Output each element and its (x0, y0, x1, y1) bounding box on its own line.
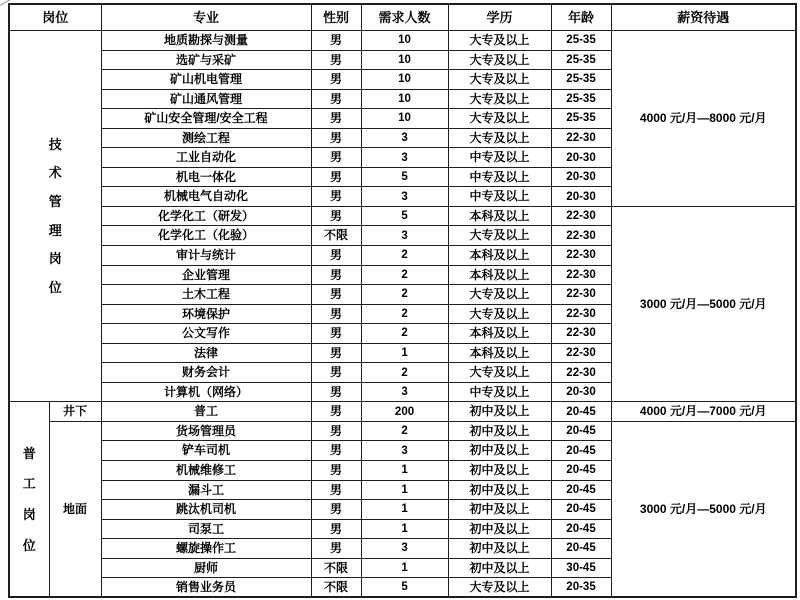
cell-count: 1 (361, 500, 448, 520)
cell-count: 5 (361, 167, 448, 187)
cell-count: 3 (361, 382, 448, 402)
cell-count: 2 (361, 265, 448, 285)
cell-age: 30-45 (551, 558, 611, 578)
cell-education: 大专及以上 (448, 50, 551, 70)
cell-age: 22-30 (551, 246, 611, 266)
position-group-cell (9, 31, 101, 402)
cell-count: 10 (361, 109, 448, 129)
cell-major: 矿山通风管理 (101, 89, 311, 109)
cell-education: 大专及以上 (448, 128, 551, 148)
cell-education: 本科及以上 (448, 246, 551, 266)
cell-gender: 男 (311, 206, 361, 226)
cell-education: 初中及以上 (448, 558, 551, 578)
cell-education: 本科及以上 (448, 206, 551, 226)
cell-age: 22-30 (551, 226, 611, 246)
cell-education: 大专及以上 (448, 89, 551, 109)
cell-major: 厨师 (101, 558, 311, 578)
cell-age: 25-35 (551, 70, 611, 90)
header-count: 需求人数 (361, 4, 448, 31)
cell-gender: 男 (311, 109, 361, 129)
cell-gender: 男 (311, 500, 361, 520)
cell-count: 2 (361, 324, 448, 344)
position-group-label (10, 447, 49, 553)
cell-count: 2 (361, 363, 448, 383)
cell-age: 25-35 (551, 89, 611, 109)
header-row (9, 4, 796, 31)
cell-count: 2 (361, 246, 448, 266)
cell-education: 初中及以上 (448, 421, 551, 441)
cell-age: 25-35 (551, 31, 611, 51)
cell-education: 初中及以上 (448, 500, 551, 520)
cell-age: 25-35 (551, 50, 611, 70)
position-char: 技 (48, 136, 62, 152)
header-education: 学历 (448, 4, 551, 31)
cell-major: 企业管理 (101, 265, 311, 285)
cell-gender: 男 (311, 519, 361, 539)
cell-count: 3 (361, 187, 448, 207)
cell-gender: 男 (311, 539, 361, 559)
cell-gender: 不限 (311, 226, 361, 246)
cell-education: 大专及以上 (448, 304, 551, 324)
cell-gender: 男 (311, 265, 361, 285)
cell-salary: 4000 元/月—8000 元/月 (611, 31, 796, 207)
cell-age: 22-30 (551, 363, 611, 383)
position-char: 位 (22, 537, 36, 553)
cell-age: 20-30 (551, 187, 611, 207)
cell-gender: 男 (311, 343, 361, 363)
cell-education: 大专及以上 (448, 363, 551, 383)
header-salary: 薪资待遇 (611, 4, 796, 31)
header-major: 专业 (101, 4, 311, 31)
cell-age: 22-30 (551, 206, 611, 226)
cell-education: 本科及以上 (448, 324, 551, 344)
cell-gender: 男 (311, 246, 361, 266)
cell-age: 20-45 (551, 402, 611, 422)
cell-age: 20-30 (551, 167, 611, 187)
cell-major: 化学化工（研发） (101, 206, 311, 226)
cell-education: 本科及以上 (448, 343, 551, 363)
cell-major: 跳汰机司机 (101, 500, 311, 520)
cell-age: 22-30 (551, 285, 611, 305)
cell-major: 销售业务员 (101, 578, 311, 598)
cell-gender: 男 (311, 31, 361, 51)
position-char: 普 (22, 445, 36, 461)
cell-education: 大专及以上 (448, 31, 551, 51)
cell-gender: 男 (311, 50, 361, 70)
cell-salary: 3000 元/月—5000 元/月 (611, 206, 796, 401)
cell-age: 20-45 (551, 441, 611, 461)
table-row (9, 206, 796, 226)
cell-age: 22-30 (551, 128, 611, 148)
cell-count: 1 (361, 461, 448, 481)
cell-age: 20-45 (551, 461, 611, 481)
table-row (9, 402, 796, 422)
cell-gender: 男 (311, 421, 361, 441)
table-row (9, 421, 796, 441)
cell-major: 计算机（网络） (101, 382, 311, 402)
cell-count: 3 (361, 539, 448, 559)
sub-position-cell: 井下 (49, 402, 101, 422)
cell-count: 2 (361, 285, 448, 305)
cell-age: 20-45 (551, 500, 611, 520)
cell-count: 2 (361, 304, 448, 324)
cell-count: 3 (361, 226, 448, 246)
cell-gender: 男 (311, 441, 361, 461)
cell-education: 初中及以上 (448, 461, 551, 481)
cell-age: 22-30 (551, 324, 611, 344)
cell-gender: 男 (311, 304, 361, 324)
cell-education: 大专及以上 (448, 226, 551, 246)
cell-count: 10 (361, 31, 448, 51)
cell-education: 初中及以上 (448, 519, 551, 539)
cell-major: 财务会计 (101, 363, 311, 383)
cell-education: 本科及以上 (448, 265, 551, 285)
cell-education: 中专及以上 (448, 167, 551, 187)
cell-education: 中专及以上 (448, 148, 551, 168)
cell-age: 20-45 (551, 421, 611, 441)
cell-gender: 男 (311, 324, 361, 344)
header-position: 岗位 (9, 4, 101, 31)
table-row (9, 31, 796, 51)
cell-count: 1 (361, 343, 448, 363)
cell-gender: 男 (311, 89, 361, 109)
cell-major: 化学化工（化验） (101, 226, 311, 246)
cell-age: 20-30 (551, 382, 611, 402)
cell-gender: 男 (311, 480, 361, 500)
cell-count: 1 (361, 558, 448, 578)
cell-major: 机械维修工 (101, 461, 311, 481)
cell-count: 3 (361, 441, 448, 461)
cell-education: 大专及以上 (448, 109, 551, 129)
cell-education: 中专及以上 (448, 187, 551, 207)
cell-count: 1 (361, 519, 448, 539)
cell-salary: 3000 元/月—5000 元/月 (611, 421, 796, 597)
position-char: 位 (48, 279, 62, 295)
cell-age: 20-45 (551, 539, 611, 559)
cell-major: 地质勘探与测量 (101, 31, 311, 51)
position-char: 岗 (22, 506, 36, 522)
cell-gender: 男 (311, 461, 361, 481)
position-char: 术 (48, 165, 62, 181)
cell-major: 环境保护 (101, 304, 311, 324)
cell-count: 10 (361, 50, 448, 70)
cell-major: 法律 (101, 343, 311, 363)
cell-education: 大专及以上 (448, 578, 551, 598)
cell-gender: 男 (311, 363, 361, 383)
cell-gender: 男 (311, 70, 361, 90)
position-char: 岗 (48, 251, 62, 267)
cell-major: 土木工程 (101, 285, 311, 305)
cell-gender: 男 (311, 167, 361, 187)
position-char: 管 (48, 194, 62, 210)
position-char: 工 (22, 476, 36, 492)
cell-major: 货场管理员 (101, 421, 311, 441)
position-group-cell (9, 402, 49, 597)
cell-count: 1 (361, 480, 448, 500)
cell-gender: 不限 (311, 578, 361, 598)
cell-gender: 男 (311, 285, 361, 305)
cell-major: 选矿与采矿 (101, 50, 311, 70)
cell-major: 测绘工程 (101, 128, 311, 148)
cell-age: 20-30 (551, 148, 611, 168)
cell-major: 机械电气自动化 (101, 187, 311, 207)
cell-age: 20-45 (551, 480, 611, 500)
cell-salary: 4000 元/月—7000 元/月 (611, 402, 796, 422)
cell-count: 10 (361, 89, 448, 109)
cell-major: 司泵工 (101, 519, 311, 539)
cell-count: 3 (361, 148, 448, 168)
position-group-label (10, 138, 101, 295)
cell-age: 22-30 (551, 304, 611, 324)
cell-count: 5 (361, 206, 448, 226)
cell-education: 初中及以上 (448, 480, 551, 500)
cell-major: 漏斗工 (101, 480, 311, 500)
cell-count: 200 (361, 402, 448, 422)
cell-major: 机电一体化 (101, 167, 311, 187)
cell-gender: 男 (311, 148, 361, 168)
cell-major: 铲车司机 (101, 441, 311, 461)
cell-major: 螺旋操作工 (101, 539, 311, 559)
cell-age: 20-35 (551, 578, 611, 598)
cell-major: 矿山机电管理 (101, 70, 311, 90)
cell-count: 2 (361, 421, 448, 441)
cell-age: 22-30 (551, 265, 611, 285)
cell-education: 中专及以上 (448, 382, 551, 402)
cell-age: 20-45 (551, 519, 611, 539)
cell-major: 矿山安全管理/安全工程 (101, 109, 311, 129)
cell-education: 初中及以上 (448, 402, 551, 422)
cell-major: 普工 (101, 402, 311, 422)
cell-count: 10 (361, 70, 448, 90)
recruitment-table (8, 3, 797, 598)
cell-gender: 男 (311, 128, 361, 148)
header-age: 年龄 (551, 4, 611, 31)
position-char: 理 (48, 222, 62, 238)
cell-gender: 男 (311, 382, 361, 402)
cell-major: 审计与统计 (101, 246, 311, 266)
cell-gender: 不限 (311, 558, 361, 578)
cell-major: 工业自动化 (101, 148, 311, 168)
cell-gender: 男 (311, 402, 361, 422)
cell-count: 5 (361, 578, 448, 598)
cell-major: 公文写作 (101, 324, 311, 344)
cell-education: 大专及以上 (448, 285, 551, 305)
cell-education: 初中及以上 (448, 539, 551, 559)
cell-age: 22-30 (551, 343, 611, 363)
header-gender: 性别 (311, 4, 361, 31)
cell-education: 大专及以上 (448, 70, 551, 90)
cell-gender: 男 (311, 187, 361, 207)
sub-position-cell: 地面 (49, 421, 101, 597)
cell-count: 3 (361, 128, 448, 148)
cell-age: 25-35 (551, 109, 611, 129)
cell-education: 初中及以上 (448, 441, 551, 461)
